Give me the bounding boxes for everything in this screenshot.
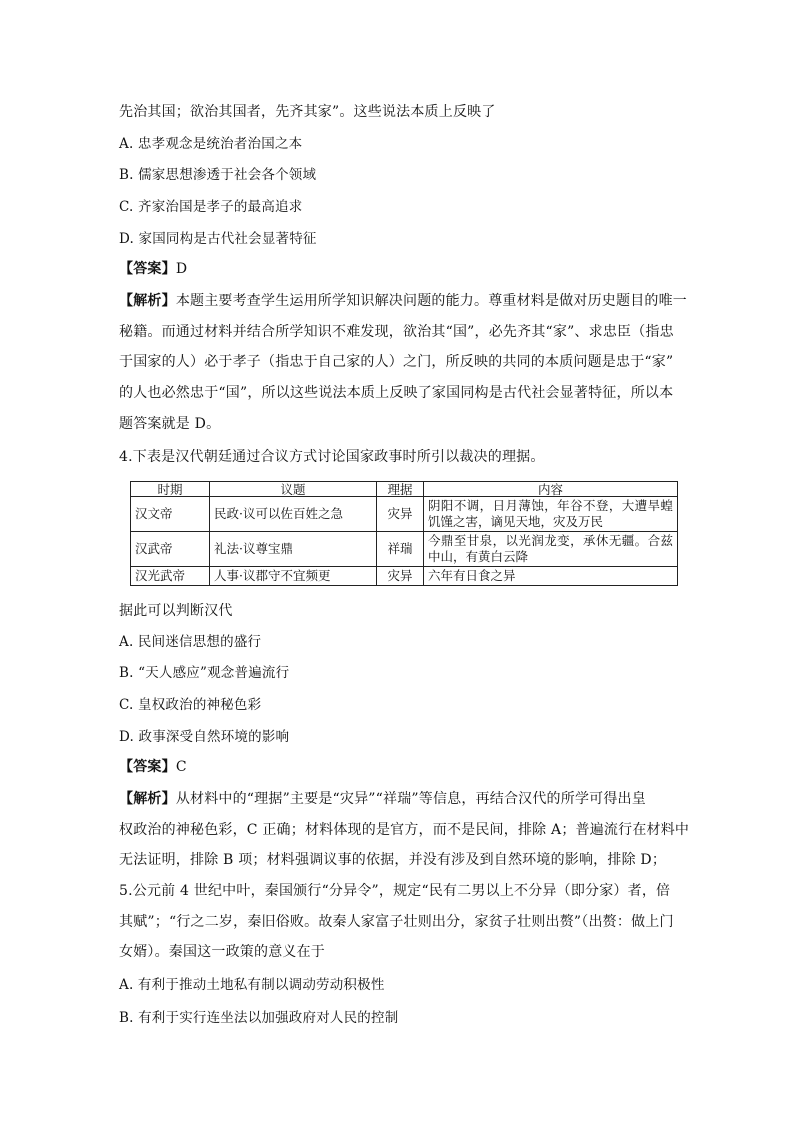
analysis-text: 从材料中的“理据”主要是“灾异”“祥瑞”等信息，再结合汉代的所学可得出皇 — [175, 791, 646, 807]
table-row — [131, 532, 678, 567]
q4-option-d: D. 政事深受自然环境的影响 — [119, 729, 290, 745]
table-cell-topic: 礼法·议尊宝鼎 — [210, 532, 377, 567]
analysis-label: 【解析】 — [119, 293, 176, 309]
table-row — [131, 497, 678, 532]
q4-analysis-line: 权政治的神秘色彩，C 正确；材料体现的是官方，而不是民间，排除 A；普遍流行在材料中 — [119, 822, 690, 838]
q3-option-c: C. 齐家治国是孝子的最高追求 — [119, 199, 303, 215]
q4-analysis-line: 无法证明，排除 B 项；材料强调议事的依据，并没有涉及到自然环境的影响，排除 D； — [119, 852, 667, 868]
table-header: 时期 — [131, 482, 210, 497]
q3-analysis-line: 题答案就是 D。 — [119, 416, 221, 432]
table-cell-basis: 灾异 — [377, 567, 424, 586]
table-cell-content: 今鼎至甘泉，以光润龙变，承休无疆。合兹中山，有黄白云降 — [424, 532, 678, 567]
table-cell-content: 阴阳不调，日月薄蚀，年谷不登，大遭旱蝗饥馑之害，谪见天地，灾及万民 — [424, 497, 678, 532]
table-row — [131, 567, 678, 586]
q5-option-b: B. 有利于实行连坐法以加强政府对人民的控制 — [119, 1010, 399, 1026]
q4-answer — [119, 757, 679, 777]
q4-table — [130, 481, 678, 586]
table-cell-topic: 民政·议可以佐百姓之急 — [210, 497, 377, 532]
q3-answer — [119, 259, 679, 279]
analysis-text: 本题主要考查学生运用所学知识解决问题的能力。尊重材料是做对历史题目的唯一 — [175, 293, 688, 309]
q4-option-b: B. “天人感应”观念普遍流行 — [119, 665, 290, 681]
q5-stem-line: 5.公元前 4 世纪中叶，秦国颁行“分异令”，规定“民有二男以上不分异（即分家）者，倍 — [119, 883, 671, 899]
q3-option-b: B. 儒家思想渗透于社会各个领域 — [119, 167, 317, 183]
q3-option-a: A. 忠孝观念是统治者治国之本 — [119, 136, 303, 152]
table-header: 内容 — [424, 482, 678, 497]
q3-stem: 先治其国；欲治其国者，先齐其家”。这些说法本质上反映了 — [119, 104, 496, 120]
table-cell-period: 汉光武帝 — [131, 567, 210, 586]
q4-question: 据此可以判断汉代 — [119, 603, 233, 619]
q4-analysis-line — [119, 789, 679, 809]
table-cell-period: 汉武帝 — [131, 532, 210, 567]
answer-label: 【答案】 — [119, 261, 176, 277]
table-header: 议题 — [210, 482, 377, 497]
table-header-row — [131, 482, 678, 497]
table-cell-basis: 祥瑞 — [377, 532, 424, 567]
answer-value: D — [175, 261, 188, 277]
analysis-label: 【解析】 — [119, 791, 176, 807]
q3-analysis-line: 秘籍。而通过材料并结合所学知识不难发现，欲治其“国”，必先齐其“家”、求忠臣（指忠 — [119, 324, 674, 340]
q5-option-a: A. 有利于推动土地私有制以调动劳动积极性 — [119, 977, 385, 993]
q5-stem-line: 其赋”；“行之二岁，秦旧俗败。故秦人家富子壮则出分，家贫子壮则出赘”（出赘：做上门 — [119, 914, 674, 930]
answer-value: C — [175, 759, 187, 775]
table-cell-topic: 人事·议郡守不宜频更 — [210, 567, 377, 586]
table-cell-period: 汉文帝 — [131, 497, 210, 532]
q4-option-c: C. 皇权政治的神秘色彩 — [119, 697, 262, 713]
q3-option-d: D. 家国同构是古代社会显著特征 — [119, 231, 317, 247]
table-cell-basis: 灾异 — [377, 497, 424, 532]
q3-analysis-line: 于国家的人）必于孝子（指忠于自己家的人）之门，所反映的共同的本质问题是忠于“家” — [119, 354, 674, 370]
q5-stem-line: 女婿）。秦国这一政策的意义在于 — [119, 944, 325, 960]
q4-stem: 4.下表是汉代朝廷通过合议方式讨论国家政事时所引以裁决的理据。 — [119, 449, 545, 465]
q4-option-a: A. 民间迷信思想的盛行 — [119, 634, 262, 650]
q3-analysis-line: 的人也必然忠于“国”，所以这些说法本质上反映了家国同构是古代社会显著特征，所以本 — [119, 385, 674, 401]
table-header: 理据 — [377, 482, 424, 497]
q3-analysis-line — [119, 291, 688, 311]
answer-label: 【答案】 — [119, 759, 176, 775]
table-cell-content: 六年有日食之异 — [424, 567, 678, 586]
